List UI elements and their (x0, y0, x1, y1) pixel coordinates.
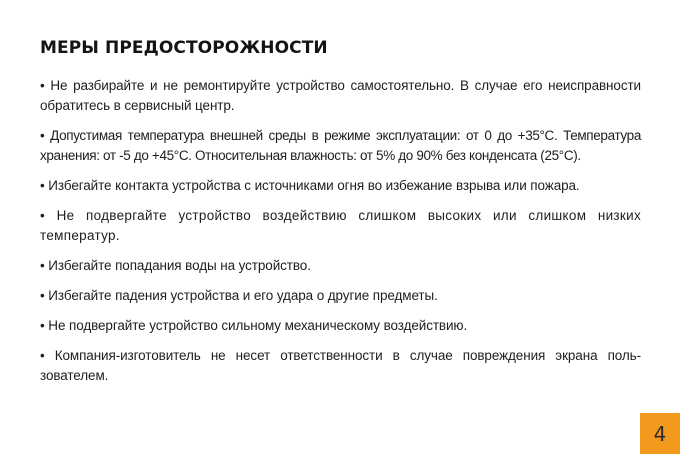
list-item (40, 76, 641, 116)
list-item-text: Не подвергайте устройство сильному механическому воздействию. (48, 318, 468, 333)
list-item-text: Избегайте попадания воды на устройство. (48, 258, 311, 273)
list-item-text: Не разбирайте и не ремонтируйте устройство самостоятельно. В случае его неисправности обратитесь в сервисный центр. (40, 78, 641, 113)
page-number: 4 (653, 421, 667, 446)
list-item-text: Компания-изготовитель не несет ответственности в случае повреждения экрана поль-зователем. (40, 348, 641, 383)
list-item-text: Допустимая температура внешней среды в режиме эксплуатации: от 0 до +35°С. Температура хранения: от -5 до +45°С. Относительная влажность: от 5% до 90% без конденсата (25°С). (40, 128, 641, 163)
list-item (40, 346, 641, 386)
list-item (40, 256, 641, 276)
bullet: • (40, 288, 45, 303)
list-item (40, 176, 641, 196)
bullet: • (40, 318, 45, 333)
bullet: • (40, 78, 45, 93)
section-heading: МЕРЫ ПРЕДОСТОРОЖНОСТИ (40, 38, 328, 58)
bullet: • (40, 258, 45, 273)
list-item-text: Избегайте падения устройства и его удара о другие предметы. (48, 288, 438, 303)
list-item-text: Не подвергайте устройство воздействию слишком высоких или слишком низких температур. (40, 208, 641, 243)
bullet: • (40, 128, 45, 143)
list-item-text: Избегайте контакта устройства с источниками огня во избежание взрыва или пожара. (48, 178, 580, 193)
bullet: • (40, 178, 45, 193)
precautions-list (40, 76, 641, 396)
list-item (40, 286, 641, 306)
list-item (40, 316, 641, 336)
bullet: • (40, 348, 45, 363)
list-item (40, 126, 641, 166)
page-number-badge (640, 413, 680, 454)
list-item (40, 206, 641, 246)
bullet: • (40, 208, 46, 223)
